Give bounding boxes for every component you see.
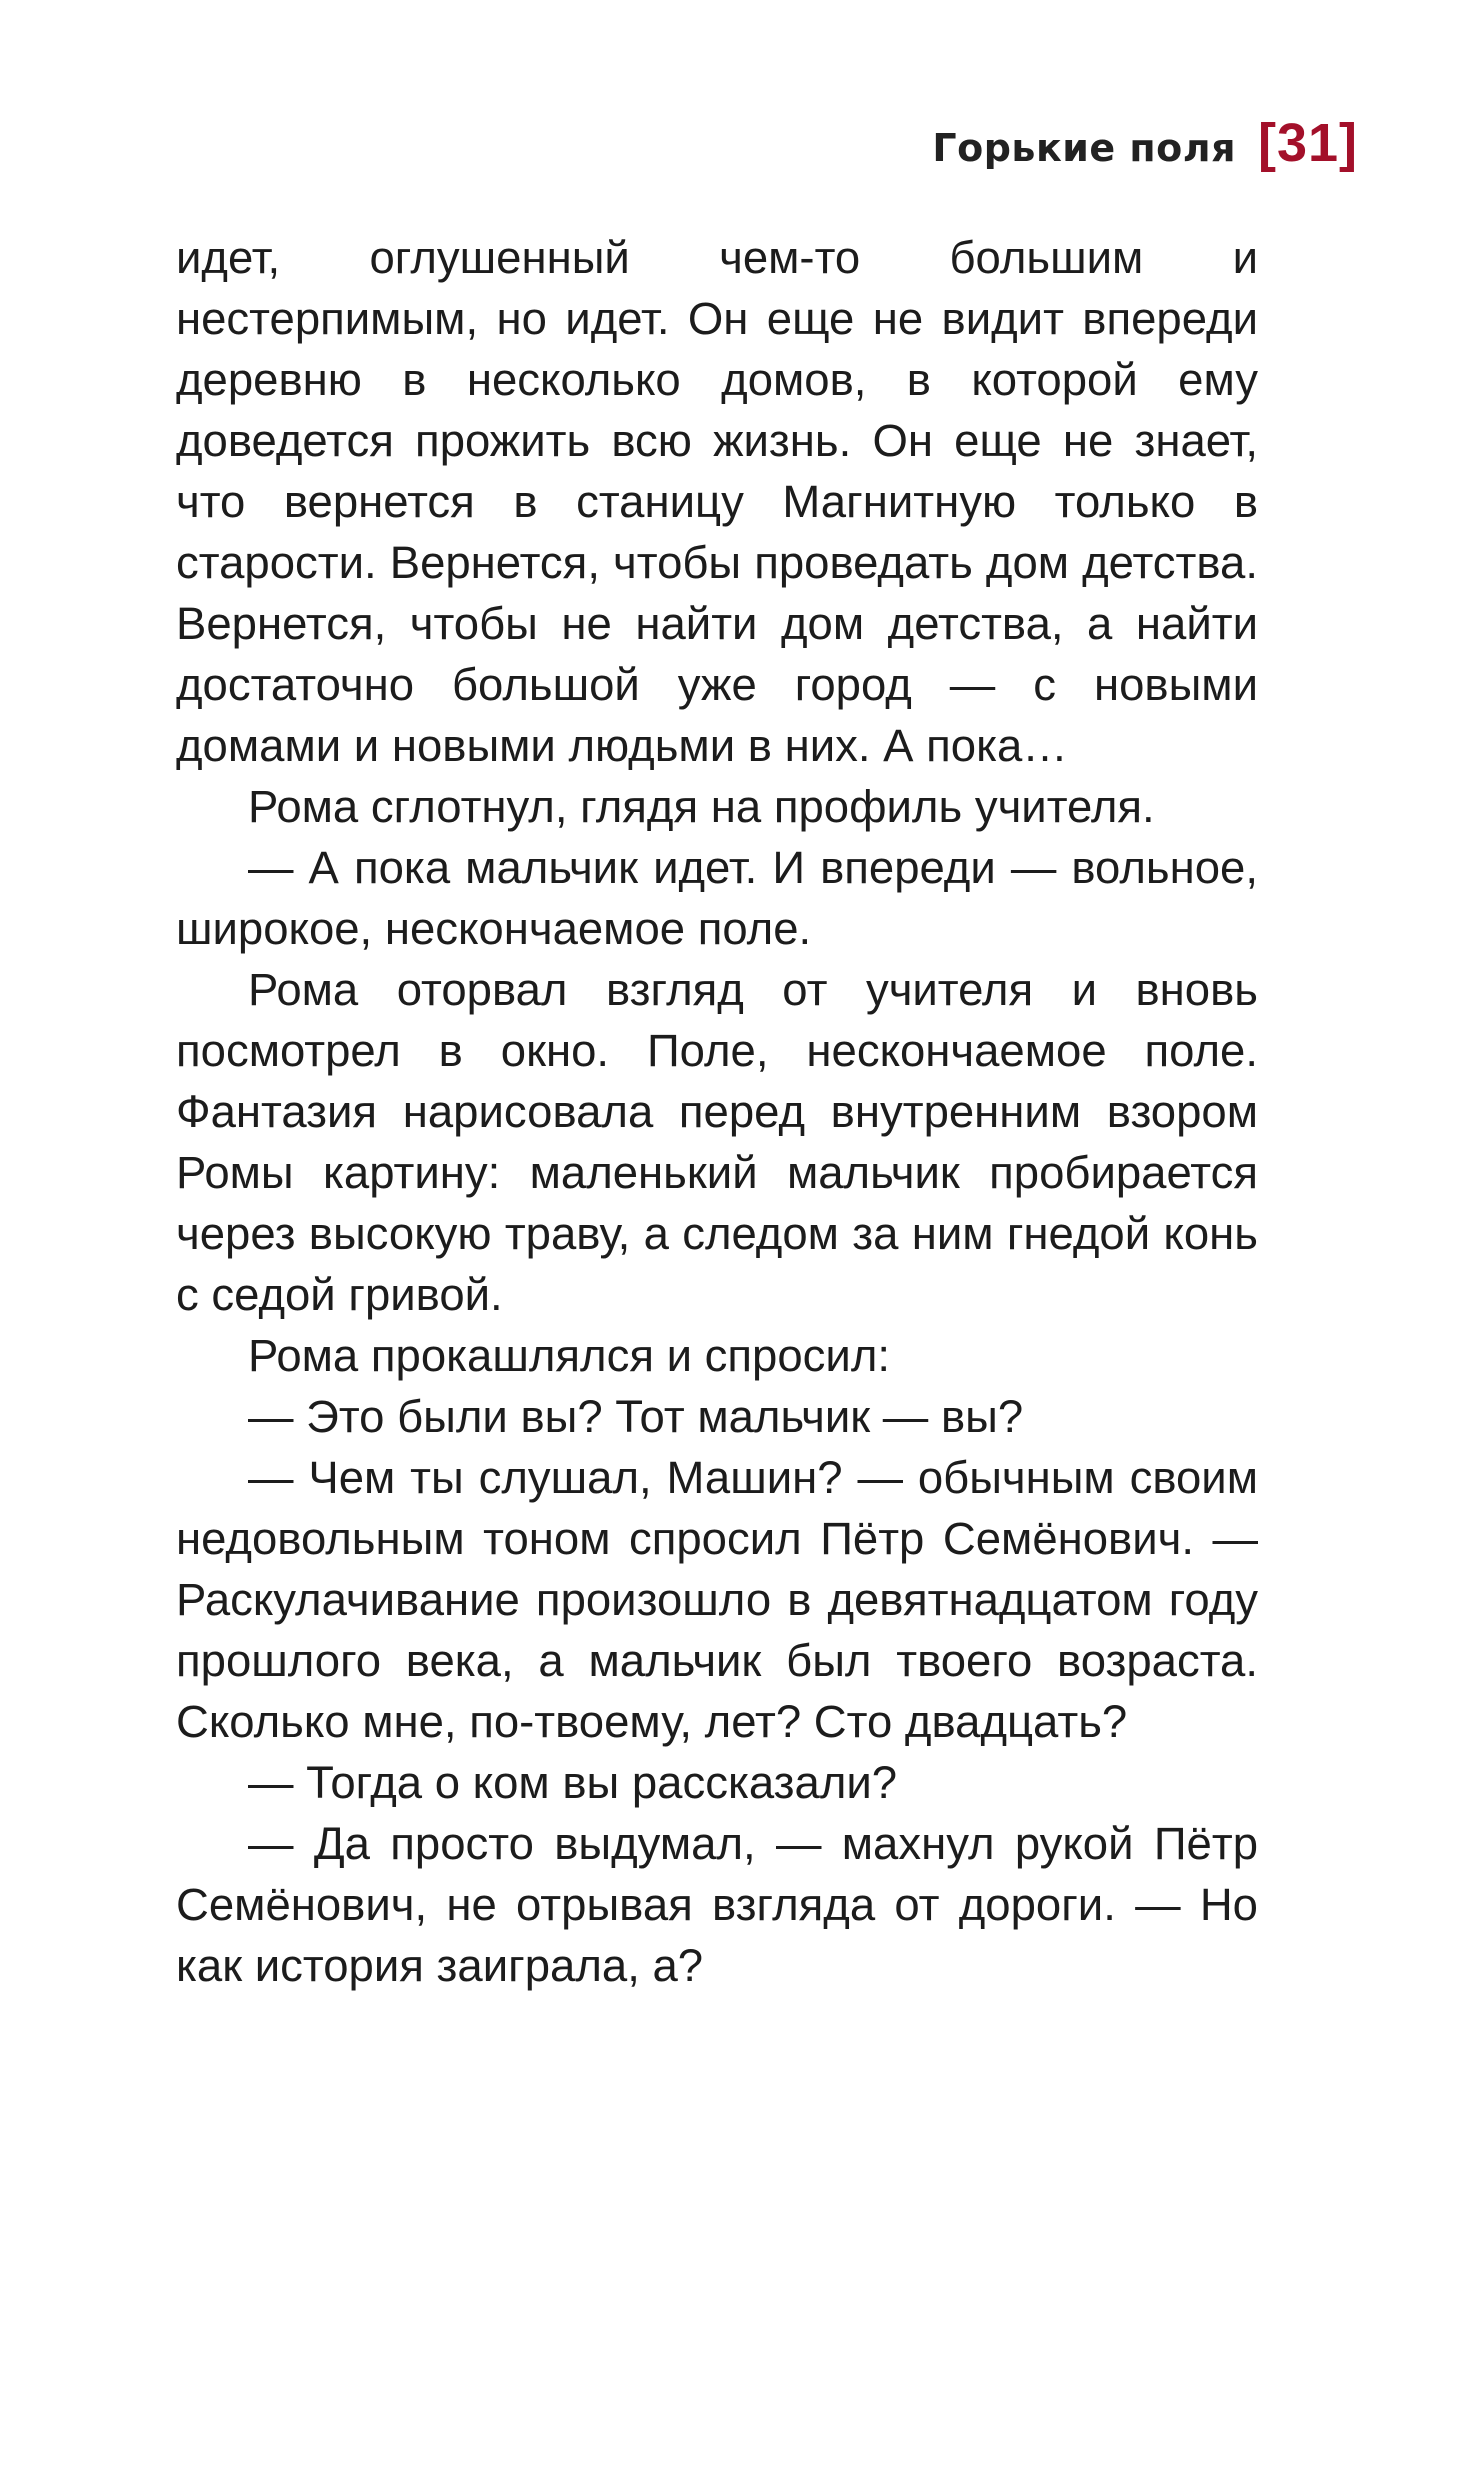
paragraph: Рома сглотнул, глядя на профиль учителя. bbox=[248, 781, 1155, 832]
paragraph: — Чем ты слушал, Машин? — обычным своим недовольным тоном спросил Пётр Семёнович. — Раскулачивание произошло в девятнадцатом году прошлого века, а мальчик был твоего возраста. Сколько мне, по-твоему, лет? Сто двадцать? bbox=[176, 1452, 1258, 1747]
running-header bbox=[932, 112, 1358, 174]
paragraph: Рома прокашлялся и спросил: bbox=[248, 1330, 891, 1381]
page-number: [31] bbox=[1257, 113, 1358, 173]
paragraph: — Тогда о ком вы рассказали? bbox=[248, 1757, 898, 1808]
paragraph: — А пока мальчик идет. И впереди — вольное, широкое, нескончаемое поле. bbox=[176, 842, 1258, 954]
paragraph: — Это были вы? Тот мальчик — вы? bbox=[248, 1391, 1024, 1442]
paragraph: идет, оглушенный чем-то большим и нестерпимым, но идет. Он еще не видит впереди деревню в несколько домов, в которой ему доведется прожить всю жизнь. Он еще не знает, что вернется в станицу Магнитную только в старости. Вернется, чтобы проведать дом детства. Вернется, чтобы не найти дом детства, а найти достаточно большой уже город — с новыми домами и новыми людьми в них. А пока… bbox=[176, 232, 1258, 771]
paragraph: Рома оторвал взгляд от учителя и вновь посмотрел в окно. Поле, нескончаемое поле. Фантазия нарисовала перед внутренним взором Ромы картину: маленький мальчик пробирается через высокую траву, а следом за ним гнедой конь с седой гривой. bbox=[176, 964, 1258, 1320]
paragraph: — Да просто выдумал, — махнул рукой Пётр Семёнович, не отрывая взгляда от дороги. — Но как история заиграла, а? bbox=[176, 1818, 1258, 1991]
body-text bbox=[176, 227, 1258, 1996]
book-title: Горькие поля bbox=[932, 126, 1236, 170]
